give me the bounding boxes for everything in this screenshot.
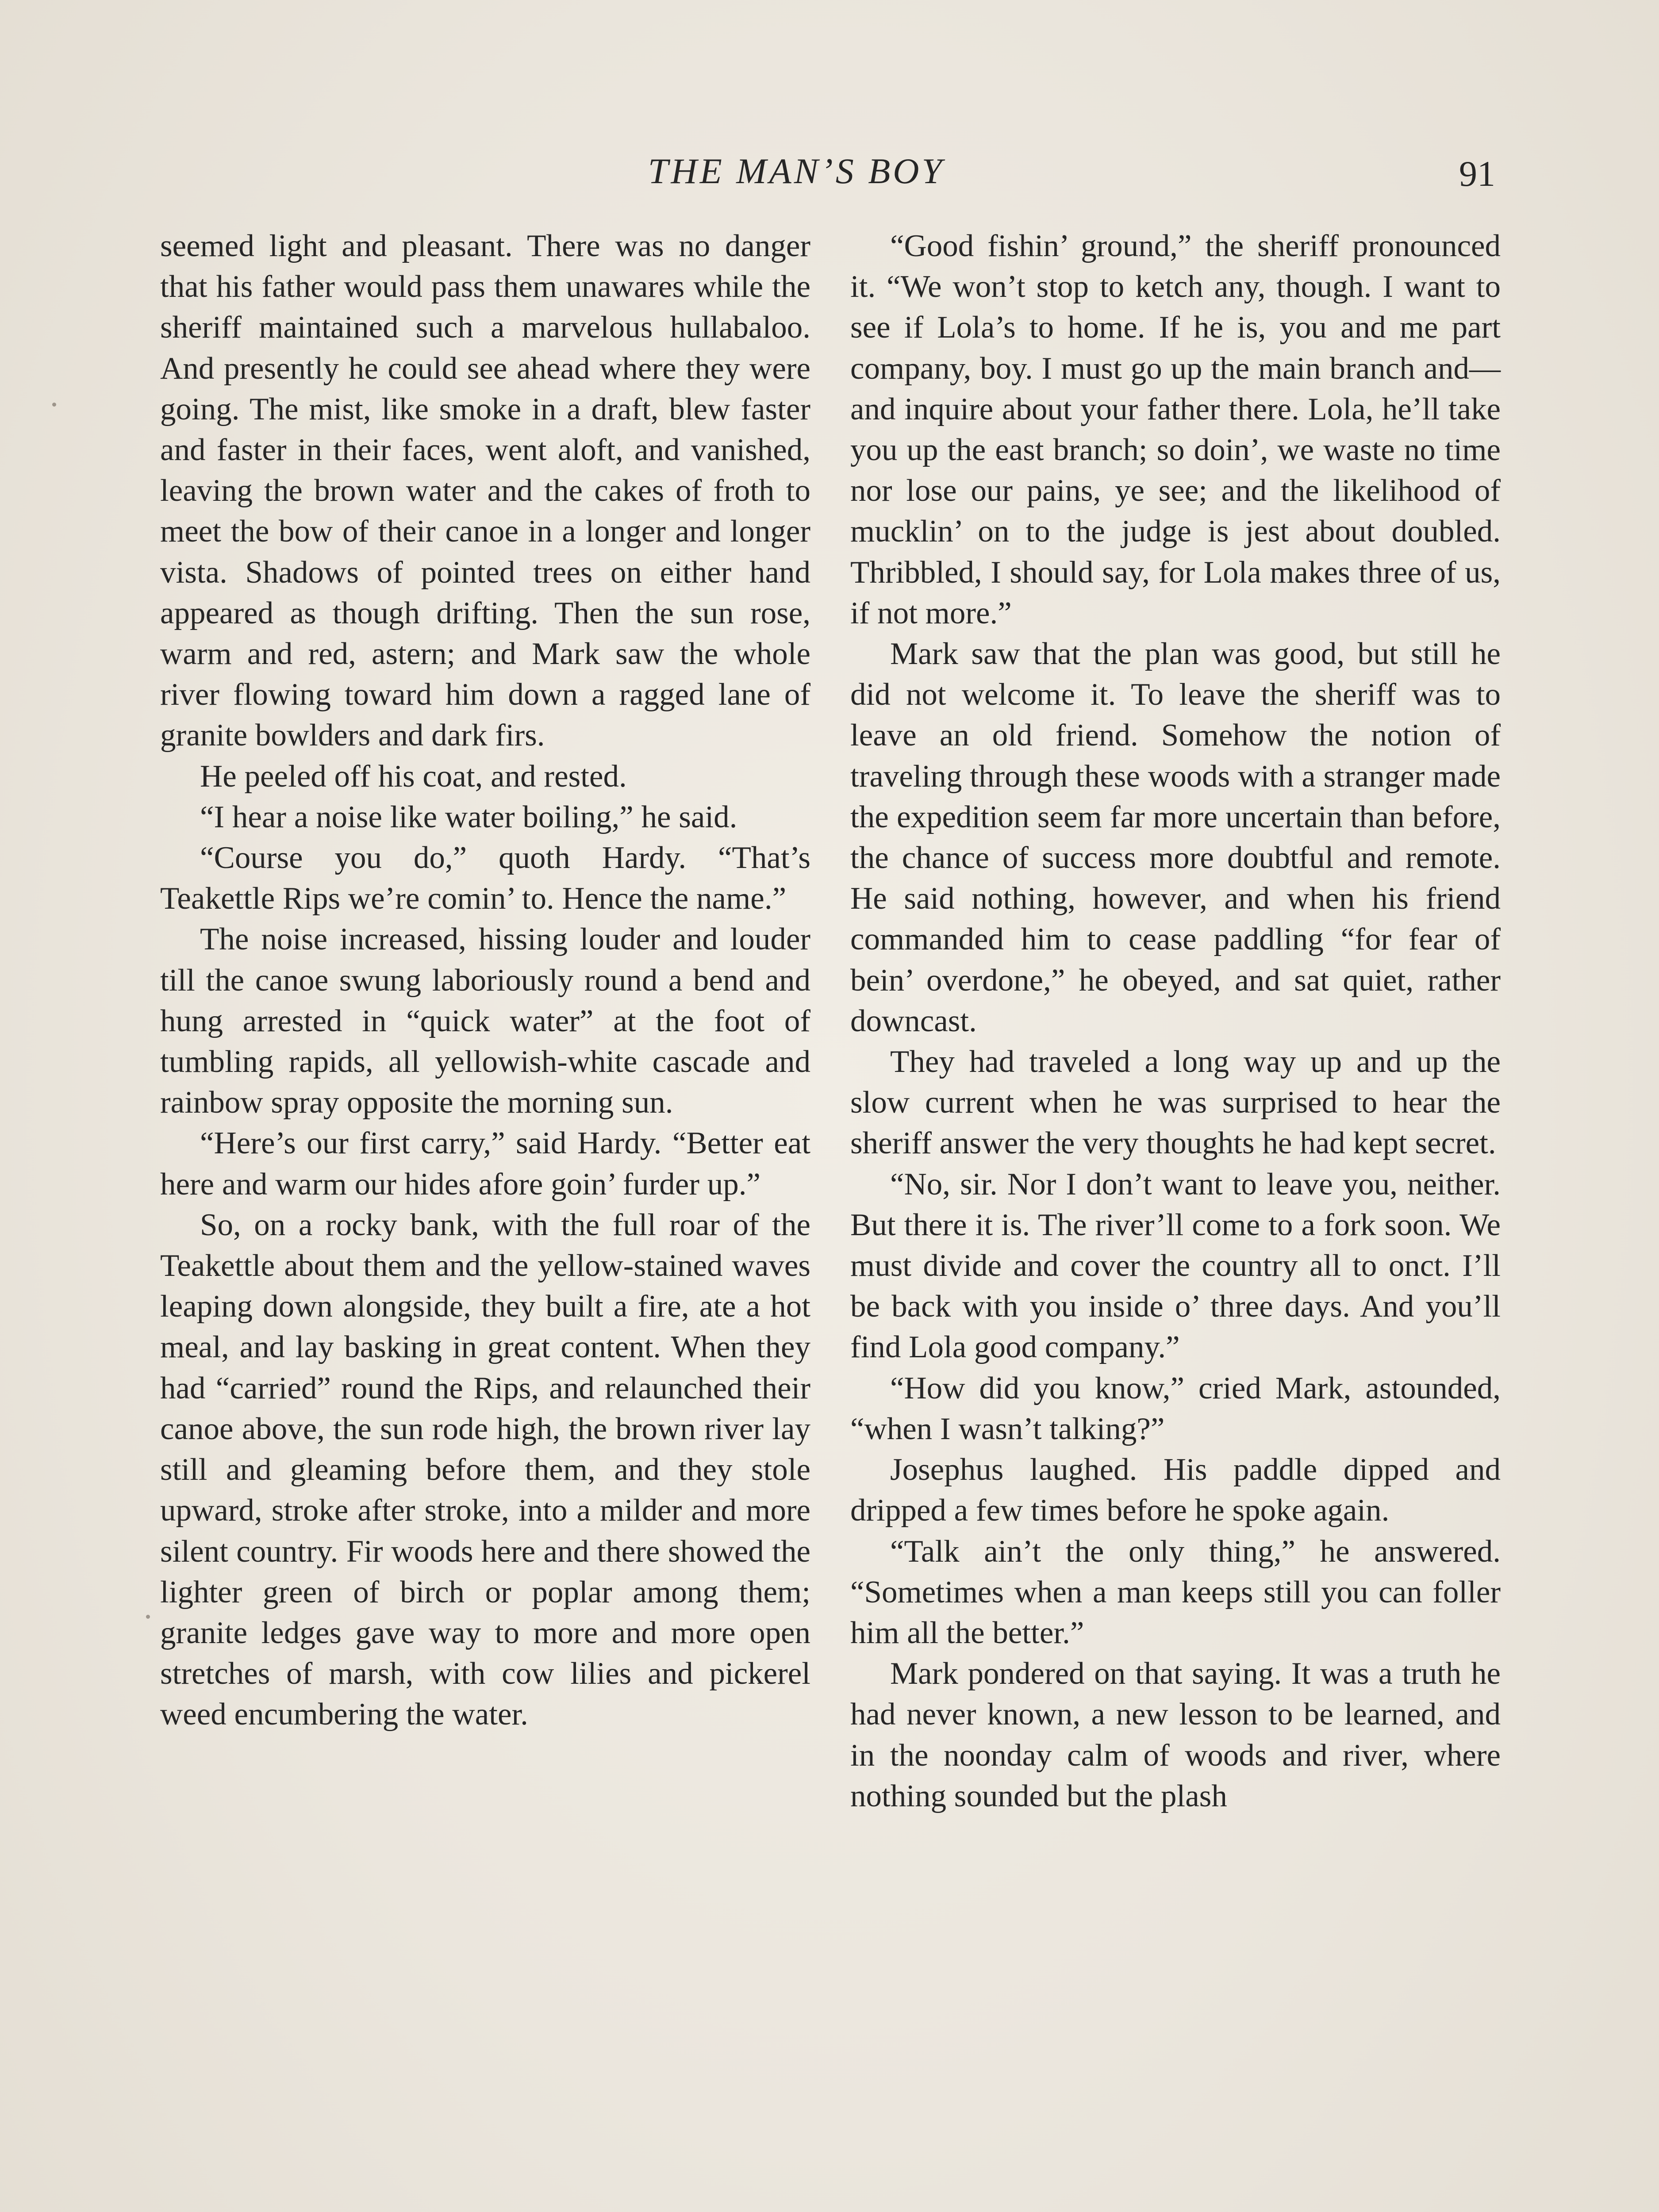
paragraph: “I hear a noise like water boiling,” he said. — [200, 799, 737, 834]
paragraph: “No, sir. Nor I don’t want to leave you, neither. But there it is. The river’ll come to a fork soon. We must divide and cover the country all to onct. I’ll be back with you inside o’ three days. And you’ll find Lola good company.” — [850, 1167, 1501, 1365]
paragraph: “How did you know,” cried Mark, astounded, “when I wasn’t talking?” — [850, 1371, 1501, 1446]
page-number: 91 — [1459, 154, 1495, 194]
paragraph: Josephus laughed. His paddle dipped and dripped a few times before he spoke again. — [850, 1452, 1501, 1528]
print-speck — [146, 1615, 150, 1619]
paragraph: seemed light and pleasant. There was no danger that his father would pass them unawares while the sheriff maintained such a marvelous hullabaloo. And presently he could see ahead where they were going. The mist, like smoke in a draft, blew faster and faster in their faces, went aloft, and vanished, leaving the brown water and the cakes of froth to meet the bow of their canoe in a longer and longer vista. Shadows of pointed trees on either hand appeared as though drifting. Then the sun rose, warm and red, astern; and Mark saw the whole river flowing toward him down a ragged lane of granite bowlders and dark firs. — [160, 229, 810, 753]
right-column — [850, 226, 1501, 1816]
paragraph: Mark pondered on that saying. It was a truth he had never known, a new lesson to be learned, and in the noonday calm of woods and river, where nothing sounded but the plash — [850, 1656, 1501, 1813]
running-head: THE MAN’S BOY — [648, 151, 945, 191]
print-speck — [52, 403, 56, 407]
paragraph: Mark saw that the plan was good, but still he did not welcome it. To leave the sheriff was to leave an old friend. Somehow the notion of traveling through these woods with a stranger made the expedition seem far more uncertain than before, the chance of success more doubtful and remote. He said nothing, however, and when his friend commanded him to cease paddling “for fear of bein’ overdone,” he obeyed, and sat quiet, rather downcast. — [850, 637, 1501, 1038]
left-column — [160, 226, 810, 1735]
paragraph: “Course you do,” quoth Hardy. “That’s Teakettle Rips we’re comin’ to. Hence the name.” — [160, 841, 810, 916]
page-header — [159, 146, 1495, 208]
paragraph: “Talk ain’t the only thing,” he answered. “Sometimes when a man keeps still you can foller him all the better.” — [850, 1534, 1501, 1650]
paragraph: “Good fishin’ ground,” the sheriff pronounced it. “We won’t stop to ketch any, though. I want to see if Lola’s to home. If he is, you and me part company, boy. I must go up the main branch and—and inquire about your father there. Lola, he’ll take you up the east branch; so doin’, we waste no time nor lose our pains, ye see; and the likelihood of mucklin’ on to the judge is jest about doubled. Thribbled, I should say, for Lola makes three of us, if not more.” — [850, 229, 1501, 630]
paragraph: He peeled off his coat, and rested. — [200, 759, 627, 794]
paragraph: They had traveled a long way up and up the slow current when he was surprised to hear the sheriff answer the very thoughts he had kept secret. — [850, 1045, 1501, 1161]
paragraph: “Here’s our first carry,” said Hardy. “Better eat here and warm our hides afore goin’ furder up.” — [160, 1126, 810, 1202]
paragraph: So, on a rocky bank, with the full roar of the Teakettle about them and the yellow-stained waves leaping down alongside, they built a fire, ate a hot meal, and lay basking in great content. When they had “carried” round the Rips, and relaunched their canoe above, the sun rode high, the brown river lay still and gleaming before them, and they stole upward, stroke after stroke, into a milder and more silent country. Fir woods here and there showed the lighter green of birch or poplar among them; granite ledges gave way to more and more open stretches of marsh, with cow lilies and pickerel weed encumbering the water. — [160, 1207, 810, 1732]
paragraph: The noise increased, hissing louder and louder till the canoe swung laboriously round a bend and hung arrested in “quick water” at the foot of tumbling rapids, all yellowish-white cascade and rainbow spray opposite the morning sun. — [160, 922, 810, 1120]
